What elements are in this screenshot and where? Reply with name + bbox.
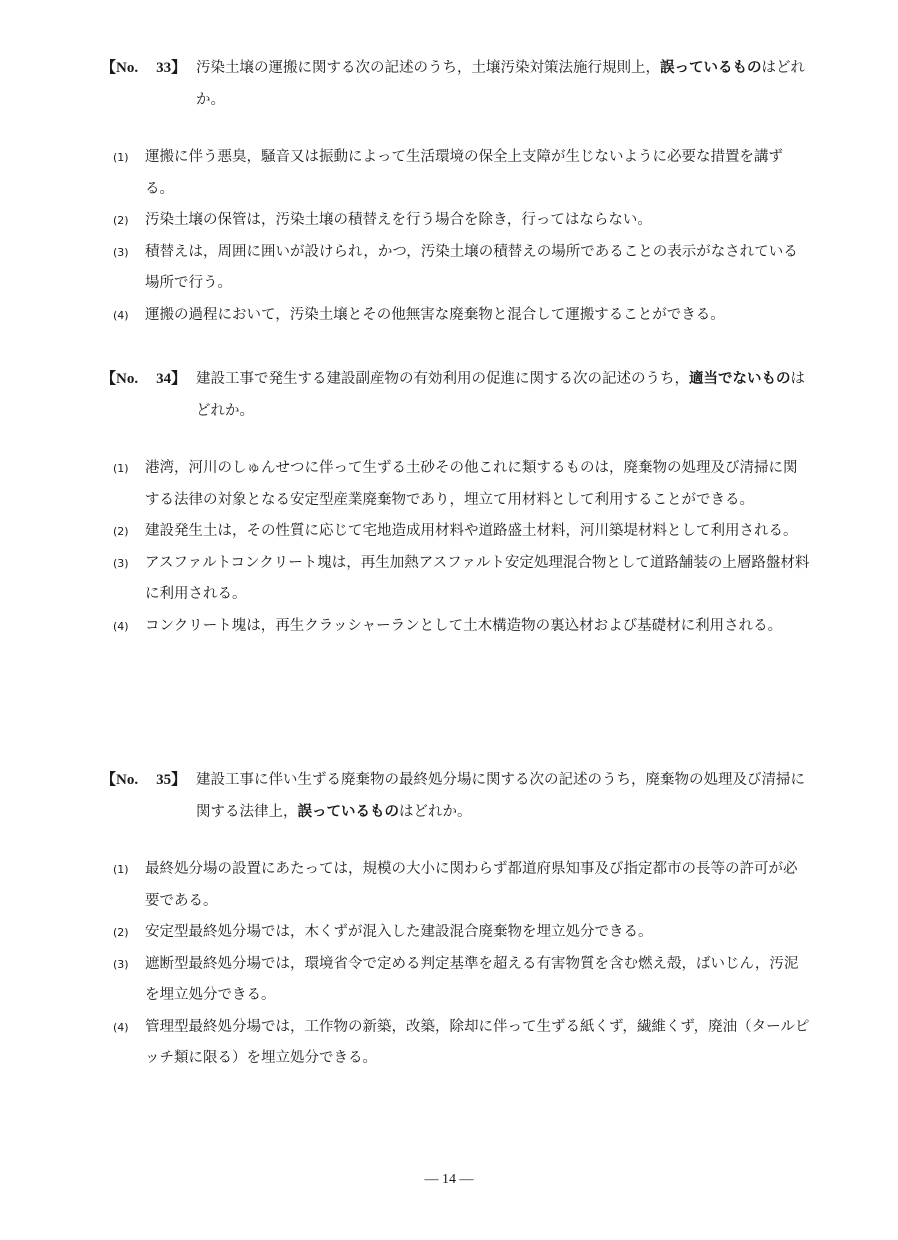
option-text: 安定型最終処分場では，木くずが混入した建設混合廃棄物を埋立処分できる。: [145, 924, 653, 940]
option-item: [101, 949, 811, 1012]
options-list: [101, 453, 811, 642]
question-34: [101, 363, 811, 642]
question-35: [101, 764, 811, 1075]
option-text: 運搬の過程において，汚染土壌とその他無害な廃棄物と混合して運搬することができる。: [145, 306, 725, 323]
option-item: [101, 611, 811, 643]
option-text: 港湾，河川のしゅんせつに伴って生ずる土砂その他これに類するものは，廃棄物の処理及び清掃に関する法律の対象となる安定型産業廃棄物であり，埋立て用材料として利用することができる。: [145, 460, 798, 508]
option-item: [101, 453, 811, 516]
option-number: (1): [113, 151, 129, 164]
question-number: 【No. 33】: [101, 60, 187, 76]
option-text: アスファルトコンクリート塊は，再生加熱アスファルト安定処理混合物として道路舗装の上層路盤材料に利用される。: [145, 554, 810, 602]
option-number: (1): [113, 863, 129, 876]
option-text: 運搬に伴う悪臭，騒音又は振動によって生活環境の保全上支障が生じないように必要な措置を講ずる。: [145, 149, 783, 197]
option-text: 建設発生土は，その性質に応じて宅地造成用材料や道路盛土材料，河川築堤材料として利用される。: [145, 523, 798, 539]
option-item: [101, 854, 811, 917]
option-number: (4): [113, 308, 129, 322]
question-header: [101, 764, 811, 828]
option-text: コンクリート塊は，再生クラッシャーランとして土木構造物の裏込材および基礎材に利用される。: [145, 617, 783, 634]
option-number: (2): [113, 926, 129, 939]
option-text: 積替えは，周囲に囲いが設けられ，かつ，汚染土壌の積替えの場所であることの表示がなされている場所で行う。: [145, 243, 798, 291]
options-list: [101, 142, 811, 331]
option-number: (4): [113, 619, 129, 633]
option-item: [101, 516, 811, 548]
option-text: 汚染土壌の保管は，汚染土壌の積替えを行う場合を除き，行ってはならない。: [145, 212, 652, 228]
option-number: (1): [113, 462, 129, 475]
option-number: (3): [113, 556, 129, 570]
question-number: 【No. 35】: [101, 772, 187, 788]
option-number: (2): [113, 525, 129, 538]
option-item: [101, 237, 811, 300]
page-number: ― 14 ―: [424, 1172, 474, 1187]
question-number: 【No. 34】: [101, 371, 187, 387]
question-text: 建設工事に伴い生ずる廃棄物の最終処分場に関する次の記述のうち，廃棄物の処理及び清掃に関する法律上，誤っているものはどれか。: [196, 772, 805, 820]
option-number: (2): [113, 214, 129, 227]
option-item: [101, 300, 811, 332]
option-number: (3): [113, 957, 129, 971]
emphasis-text: 誤っているもの: [297, 804, 399, 820]
option-item: [101, 1012, 811, 1075]
question-text: 汚染土壌の運搬に関する次の記述のうち，土壌汚染対策法施行規則上，誤っているものはどれか。: [196, 60, 805, 108]
option-number: (3): [113, 245, 129, 259]
option-item: [101, 142, 811, 205]
question-text: 建設工事で発生する建設副産物の有効利用の促進に関する次の記述のうち，適当でないものはどれか。: [196, 371, 805, 419]
option-text: 遮断型最終処分場では，環境省令で定める判定基準を超える有害物質を含む燃え殻，ばいじん，汚泥を埋立処分できる。: [145, 955, 799, 1003]
options-list: [101, 854, 811, 1075]
option-item: [101, 548, 811, 611]
question-header: [101, 363, 811, 427]
emphasis-text: 誤っているもの: [660, 60, 762, 76]
question-33: [101, 52, 811, 331]
option-item: [101, 205, 811, 237]
option-text: 管理型最終処分場では，工作物の新築，改築，除却に伴って生ずる紙くず，繊維くず，廃油（タールピッチ類に限る）を埋立処分できる。: [145, 1018, 810, 1066]
emphasis-text: 適当でないもの: [689, 371, 791, 387]
option-text: 最終処分場の設置にあたっては，規模の大小に関わらず都道府県知事及び指定都市の長等の許可が必要である。: [145, 861, 798, 909]
option-number: (4): [113, 1020, 129, 1034]
question-header: [101, 52, 811, 116]
option-item: [101, 917, 811, 949]
